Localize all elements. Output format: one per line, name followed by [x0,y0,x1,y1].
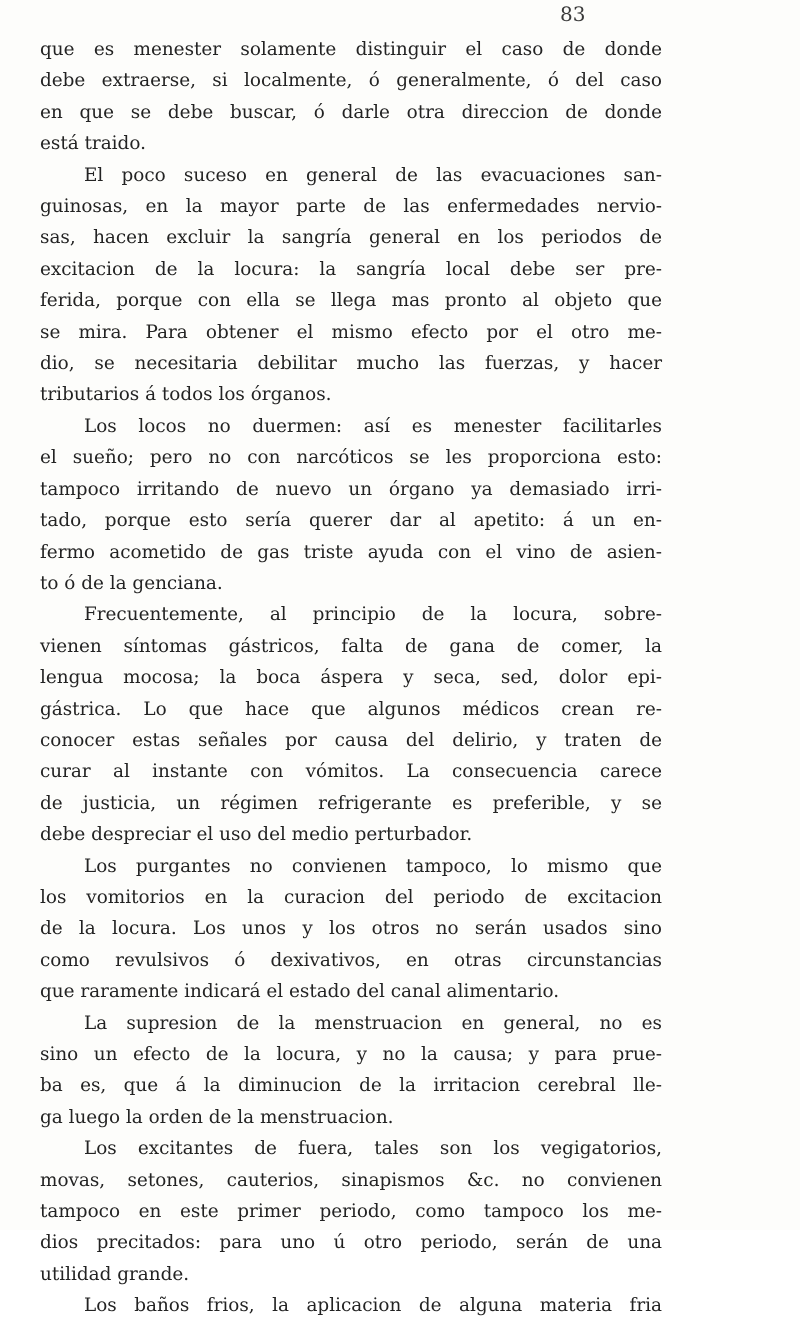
text-line: el sueño; pero no con narcóticos se les proporciona esto: [40,447,662,469]
text-line: se mira. Para obtener el mismo efecto por el otro me- [40,321,662,343]
text-line: ga luego la orden de la menstruacion. [40,1106,394,1128]
text-line: que raramente indicará el estado del canal alimentario. [40,981,560,1003]
text-line: guinosas, en la mayor parte de las enfermedades nervio- [40,196,662,218]
text-line: conocer estas señales por causa del delirio, y traten de [40,729,662,751]
text-line: tampoco en este primer periodo, como tampoco los me- [40,1201,662,1223]
text-line: debe extraerse, si localmente, ó generalmente, ó del caso [40,70,662,92]
text-line: to ó de la genciana. [40,572,223,594]
text-line: como revulsivos ó dexivativos, en otras circunstancias [40,949,662,971]
text-line: Los excitantes de fuera, tales son los vegigatorios, [84,1138,662,1160]
text-line: está traido. [40,133,146,155]
text-line: sas, hacen excluir la sangría general en los periodos de [40,227,662,249]
text-line: Los baños frios, la aplicacion de alguna materia fria [84,1295,662,1317]
text-line: dios precitados: para uno ú otro periodo, serán de una [40,1232,662,1254]
text-line: La supresion de la menstruacion en general, no es [84,1012,662,1034]
text-line: de la locura. Los unos y los otros no serán usados sino [40,918,662,940]
text-line: Frecuentemente, al principio de la locura, sobre- [84,604,662,626]
text-line: de justicia, un régimen refrigerante es preferible, y se [40,792,662,814]
text-line: curar al instante con vómitos. La consecuencia carece [40,761,662,783]
body-text [40,34,662,1322]
text-line: que es menester solamente distinguir el caso de donde [40,39,662,60]
text-line: lengua mocosa; la boca áspera y seca, sed, dolor epi- [40,667,662,689]
text-line: fermo acometido de gas triste ayuda con el vino de asien- [40,541,662,563]
text-line: Los locos no duermen: así es menester facilitarles [84,415,662,437]
page-number: 83 [560,2,586,26]
text-line: sino un efecto de la locura, y no la causa; y para prue- [40,1044,662,1065]
text-line: vienen síntomas gástricos, falta de gana de comer, la [40,635,662,657]
text-line: debe despreciar el uso del medio perturbador. [40,824,473,846]
text-line: gástrica. Lo que hace que algunos médicos crean re- [40,698,662,720]
text-line: tributarios á todos los órganos. [40,384,332,406]
text-line: excitacion de la locura: la sangría local debe ser pre- [40,258,662,280]
text-line: los vomitorios en la curacion del periodo de excitacion [40,886,662,908]
text-line: ba es, que á la diminucion de la irritacion cerebral lle- [40,1075,662,1097]
text-line: en que se debe buscar, ó darle otra direccion de donde [40,101,662,123]
text-line: movas, setones, cauterios, sinapismos &c. no convienen [40,1169,662,1191]
text-line: dio, se necesitaria debilitar mucho las fuerzas, y hacer [40,353,662,375]
text-line: Los purgantes no convienen tampoco, lo mismo que [84,855,662,877]
text-line: tampoco irritando de nuevo un órgano ya demasiado irri- [40,478,662,500]
text-line: ferida, porque con ella se llega mas pronto al objeto que [40,290,662,312]
text-line: tado, porque esto sería querer dar al apetito: á un en- [40,510,662,532]
text-line: utilidad grande. [40,1263,190,1285]
text-line: El poco suceso en general de las evacuaciones san- [84,164,662,186]
